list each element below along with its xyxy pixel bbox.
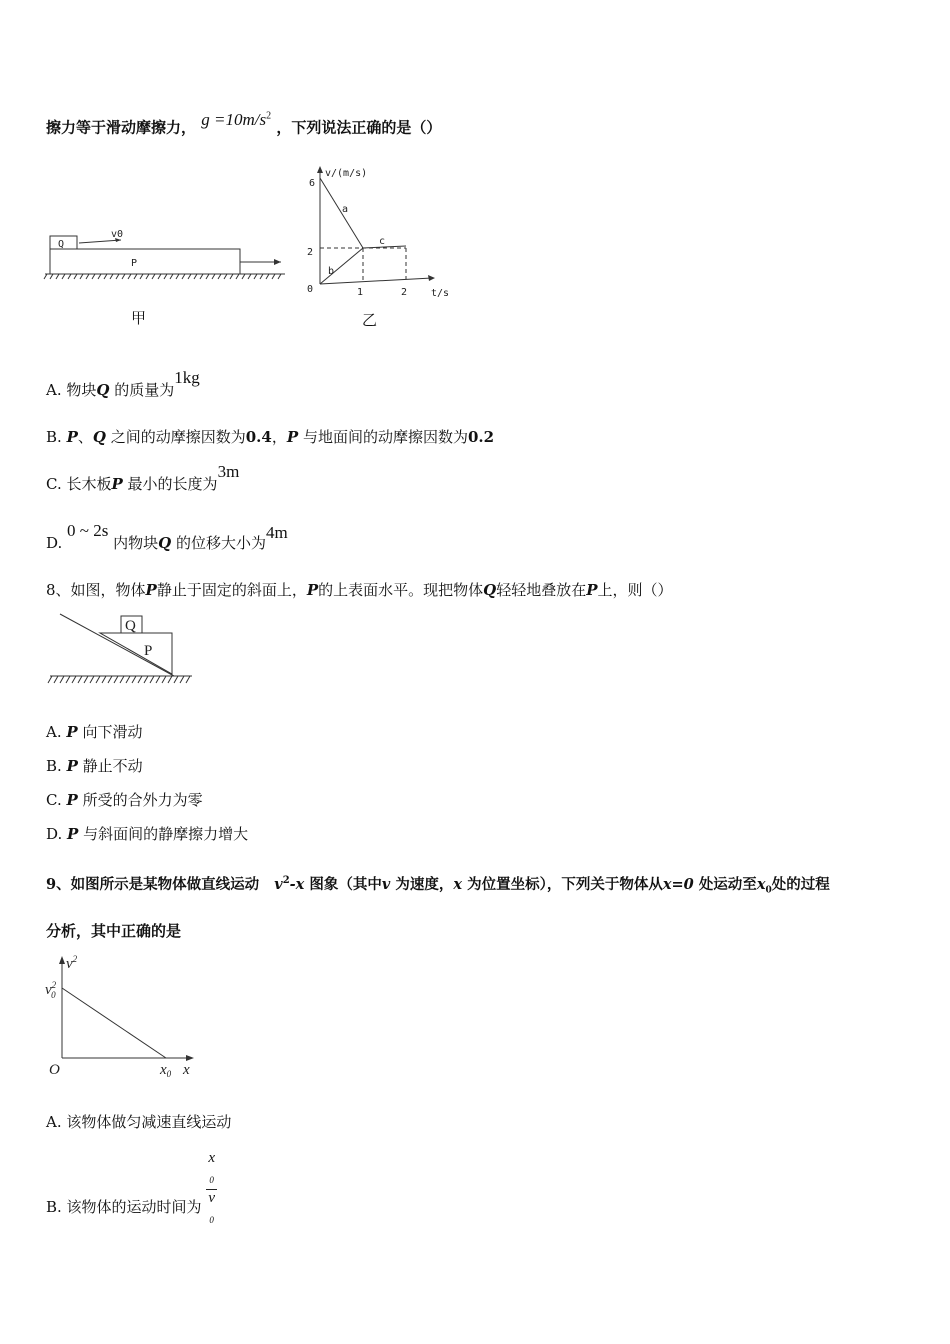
block-p-label: P — [144, 643, 153, 659]
q8-option-b: B. P 静止不动 — [46, 757, 143, 775]
board-p-label: P — [131, 258, 138, 269]
q7-option-b: B. P、Q 之间的动摩擦因数为0.4，P 与地面间的动摩擦因数为0.2 — [46, 428, 495, 446]
figure-jia — [45, 226, 295, 326]
block-p — [100, 633, 172, 674]
y-axis-label: v/(m/s) — [325, 168, 368, 179]
y-axis-label: $v^2$ — [66, 954, 78, 972]
q8-stem: 8、如图，物体P静止于固定的斜面上，P的上表面水平。现把物体Q轻轻地叠放在P上，则（） — [46, 581, 673, 599]
series-b-line — [320, 248, 363, 284]
ground-hatching — [44, 274, 285, 279]
q7-option-d: D. 0 ~ 2s 内物块Q 的位移大小为4m — [46, 521, 288, 552]
fraction-x0-over-v0: x $_0$ v $_0$ — [208, 1150, 216, 1225]
series-b-label: b — [328, 266, 335, 277]
y-tick-6: 6 — [309, 178, 316, 189]
block-q-label: Q — [125, 618, 136, 634]
q7-intro — [46, 109, 442, 138]
series-c-label: c — [379, 236, 386, 247]
series-a-label: a — [342, 204, 349, 215]
x-axis-label: x — [183, 1062, 190, 1078]
board-p — [50, 249, 240, 274]
g-formula: $g =10m/s^2$ — [201, 109, 272, 129]
origin-label: O — [49, 1062, 60, 1078]
v2-x-line — [62, 988, 166, 1058]
caption-jia: 甲 — [131, 309, 147, 327]
caption-yi: 乙 — [362, 311, 378, 329]
q9-stem-line1: 9、如图所示是某物体做直线运动 $v^2-x$ 图象（其中v 为速度，x 为位置坐标），下列关于物体从x=0 处运动至$x_0$处的过程 — [46, 875, 830, 896]
y-tick-2: 2 — [307, 247, 314, 258]
q9-option-a: A. 该物体做匀减速直线运动 — [46, 1113, 232, 1131]
v0-arrow — [79, 240, 121, 243]
q8-option-a: A. P 向下滑动 — [46, 723, 143, 741]
x-tick-1: 1 — [357, 287, 364, 298]
q9-option-b: B. 该物体的运动时间为 x $_0$ v $_0$ — [46, 1150, 217, 1229]
q8-option-d: D. P 与斜面间的静摩擦力增大 — [46, 825, 249, 843]
q8-option-c: C. P 所受的合外力为零 — [46, 791, 203, 809]
x-axis — [320, 278, 432, 284]
figure-yi-vt-graph — [300, 162, 460, 312]
q9-stem-line2: 分析，其中正确的是 — [46, 922, 182, 940]
origin-label: 0 — [307, 284, 314, 295]
q7-option-c: C. 长木板P 最小的长度为3m — [46, 462, 240, 493]
x-tick-2: 2 — [401, 287, 408, 298]
x0-label: $x_0$ — [160, 1062, 172, 1079]
v0-label: v0 — [111, 229, 124, 240]
q7-intro-text: 擦力等于滑动摩擦力， — [46, 118, 197, 137]
x-axis-label: t/s — [431, 288, 450, 299]
figure-v2-x-graph — [44, 952, 204, 1082]
q7-intro-tail: ，下列说法正确的是（） — [276, 118, 442, 137]
block-q-label: Q — [58, 239, 65, 250]
incline-surface — [60, 614, 174, 676]
q7-option-a: A. 物块Q 的质量为1kg — [46, 368, 200, 399]
figure-incline — [46, 612, 206, 692]
v0-squared-label: $v^2$ 0 — [45, 980, 57, 1000]
